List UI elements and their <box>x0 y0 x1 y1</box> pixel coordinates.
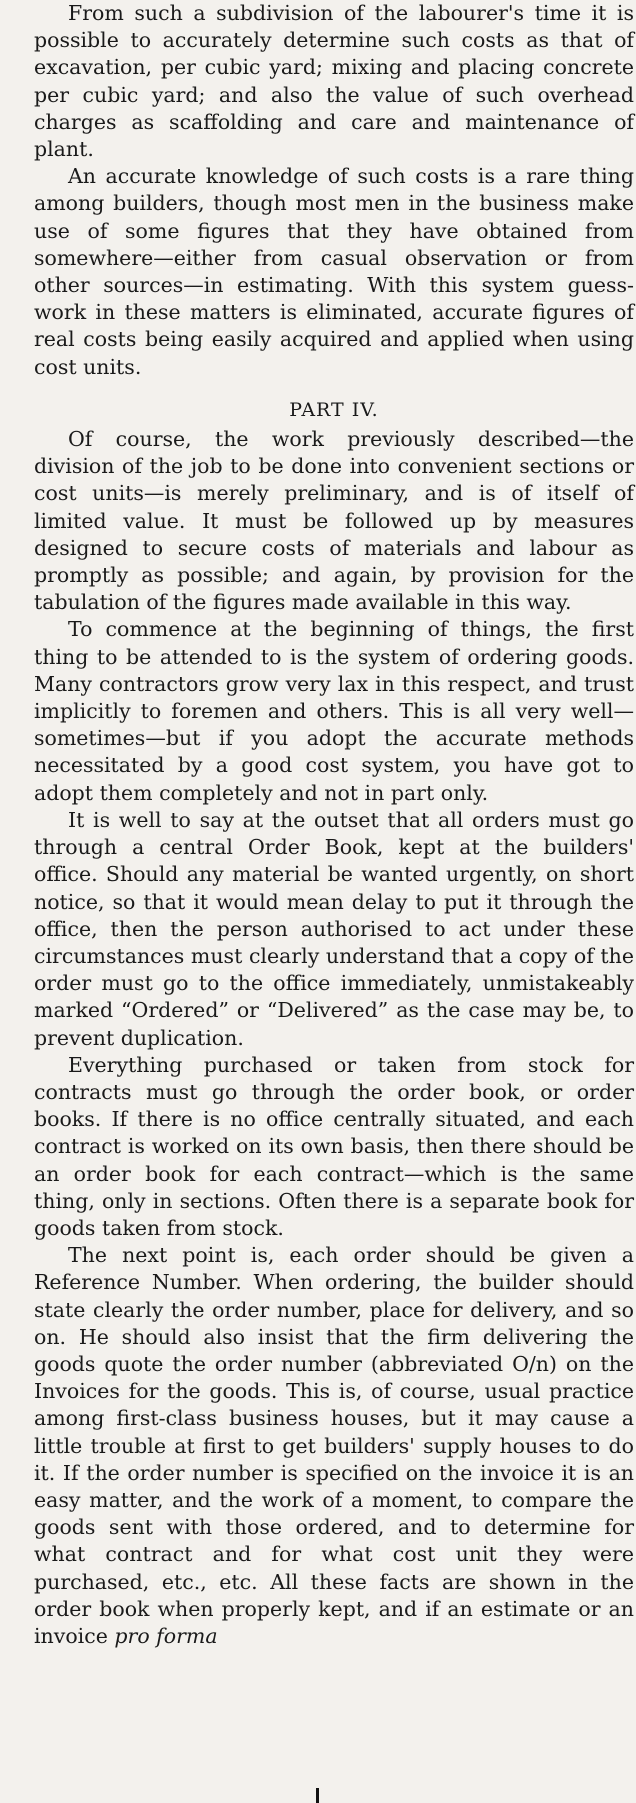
text-column <box>34 0 634 1650</box>
paragraph-7-text: The next point is, each order should be given a Reference Number. When ordering, the builder should state clearly the order number, place for delivery, and so on. He should also insist that the firm delivering the goods quote the order number (abbreviated O/n) on the Invoices for the goods. This is, of course, usual practice among first-class business houses, but it may cause a little trouble at first to get builders' supply houses to do it. If the order number is specified on the invoice it is an easy matter, and the work of a moment, to compare the goods sent with those ordered, and to determine for what contract and for what cost unit they were purchased, etc., etc. All these facts are shown in the order book when properly kept, and if an estimate or an invoice <box>34 1243 634 1648</box>
italic-phrase: pro forma <box>114 1623 218 1648</box>
section-heading: PART IV. <box>289 398 379 421</box>
paragraph-2: An accurate knowledge of such costs is a rare thing among builders, though most men in the business make use of some figures that they have obtained from somewhere—either from casual observation or from other sources—in estimating. With this system guess-work in these matters is eliminated, accurate figures of real costs being easily acquired and applied when using cost units. <box>34 164 634 379</box>
paragraph-1: From such a subdivision of the labourer's time it is possible to accurately determine such costs as that of excavation, per cubic yard; mixing and placing concrete per cubic yard; and also the value of such overhead charges as scaffolding and care and maintenance of plant. <box>34 1 634 162</box>
paragraph-4: To commence at the beginning of things, the first thing to be attended to is the system of ordering goods. Many contractors grow very lax in this respect, and trust implicitly to foremen and others. This is all very well—sometimes—but if you adopt the accurate methods necessitated by a good cost system, you have got to adopt them completely and not in part only. <box>34 617 634 805</box>
paragraph-5: It is well to say at the outset that all orders must go through a central Order Book, kept at the builders' office. Should any material be wanted urgently, on short notice, so that it would mean delay to put it through the office, then the person authorised to act under these circumstances must clearly understand that a copy of the order must go to the office immediately, unmistakeably marked “Ordered” or “Delivered” as the case may be, to prevent duplication. <box>34 807 634 1050</box>
paragraph-7 <box>34 1242 634 1650</box>
paragraph-3: Of course, the work previously described—the division of the job to be done into convenient sections or cost units—is merely preliminary, and is of itself of limited value. It must be followed up by measures designed to secure costs of materials and labour as promptly as possible; and again, by provision for the tabulation of the figures made available in this way. <box>34 427 634 615</box>
paragraph-6: Everything purchased or taken from stock for contracts must go through the order book, or order books. If there is no office centrally situated, and each contract is worked on its own basis, then there should be an order book for each contract—which is the same thing, only in sections. Often there is a separate book for goods taken from stock. <box>34 1052 634 1240</box>
page-mark <box>316 1788 319 1803</box>
